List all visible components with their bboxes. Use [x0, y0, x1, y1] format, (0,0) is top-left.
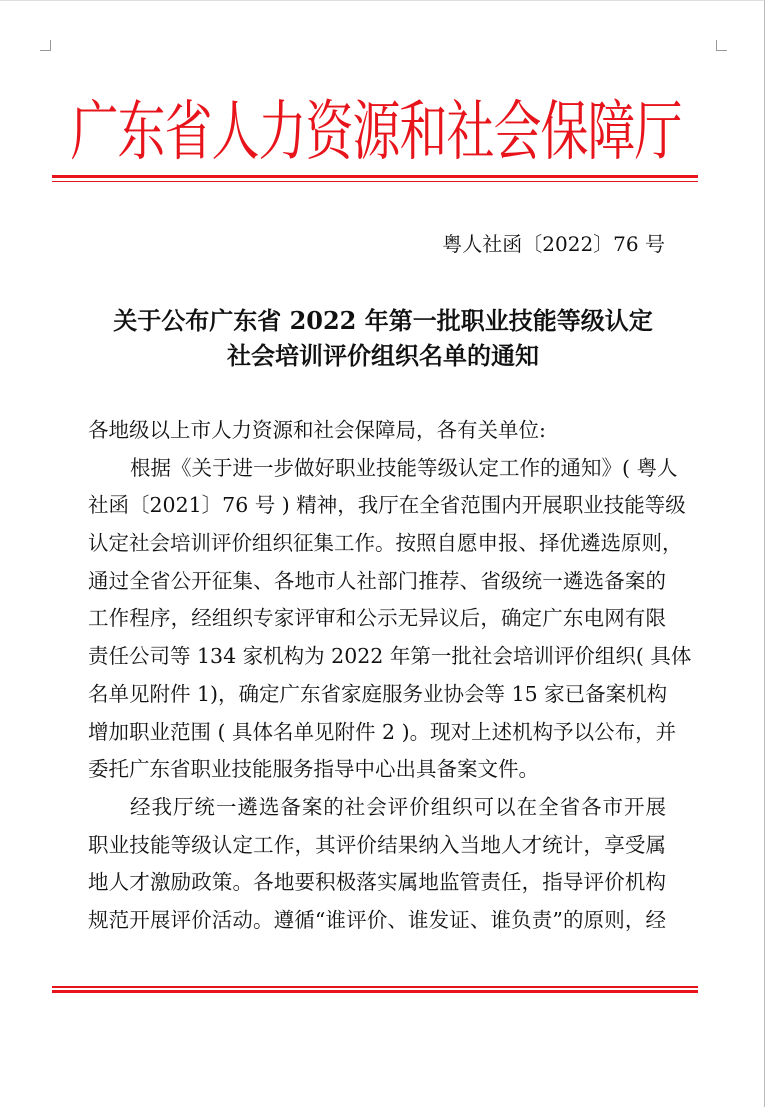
doc-title [60, 303, 706, 373]
title-line: 关于公布广东省 2022 年第一批职业技能等级认定 [113, 306, 653, 335]
body-line: 职业技能等级认定工作，其评价结果纳入当地人才统计，享受属 [88, 832, 666, 857]
header-rule-thick [52, 175, 698, 178]
crop-mark [716, 40, 727, 51]
doc-number: 粤人社函〔2022〕76 号 [442, 232, 665, 256]
title-line: 社会培训评价组织名单的通知 [227, 341, 539, 370]
body-line: 地人才激励政策。各地要积极落实属地监管责任，指导评价机构 [88, 870, 666, 895]
body-line: 责任公司等 134 家机构为 2022 年第一批社会培训评价组织( 具体 [88, 644, 692, 669]
doc-body [88, 412, 692, 940]
body-line: 工作程序，经组织专家评审和公示无异议后，确定广东电网有限 [88, 606, 666, 631]
body-line: 社函〔2021〕76 号 ) 精神，我厅在全省范围内开展职业技能等级 [88, 493, 686, 518]
footer-rule-thin [52, 986, 698, 988]
body-line: 委托广东省职业技能服务指导中心出具备案文件。 [88, 757, 539, 782]
footer-rule-thick [52, 990, 698, 993]
body-line: 通过全省公开征集、各地市人社部门推荐、省级统一遴选备案的 [88, 568, 666, 593]
body-line: 认定社会培训评价组织征集工作。按照自愿申报、择优遴选原则， [88, 531, 683, 556]
header-rule-thin [52, 181, 698, 182]
salutation: 各地级以上市人力资源和社会保障局，各有关单位: [88, 418, 546, 442]
body-line: 名单见附件 1)，确定广东省家庭服务业协会等 15 家已备案机构 [88, 681, 668, 706]
body-line: 根据《关于进一步做好职业技能等级认定工作的通知》( 粤人 [130, 455, 678, 480]
body-line: 增加职业范围 ( 具体名单见附件 2 )。现对上述机构予以公布，并 [88, 719, 677, 744]
crop-mark [40, 40, 51, 51]
body-line: 经我厅统一遴选备案的社会评价组织可以在全省各市开展 [130, 794, 666, 819]
body-line: 规范开展评价活动。遵循“谁评价、谁发证、谁负责”的原则，经 [88, 907, 666, 932]
masthead: 广东省人力资源和社会保障厅 [70, 94, 682, 170]
